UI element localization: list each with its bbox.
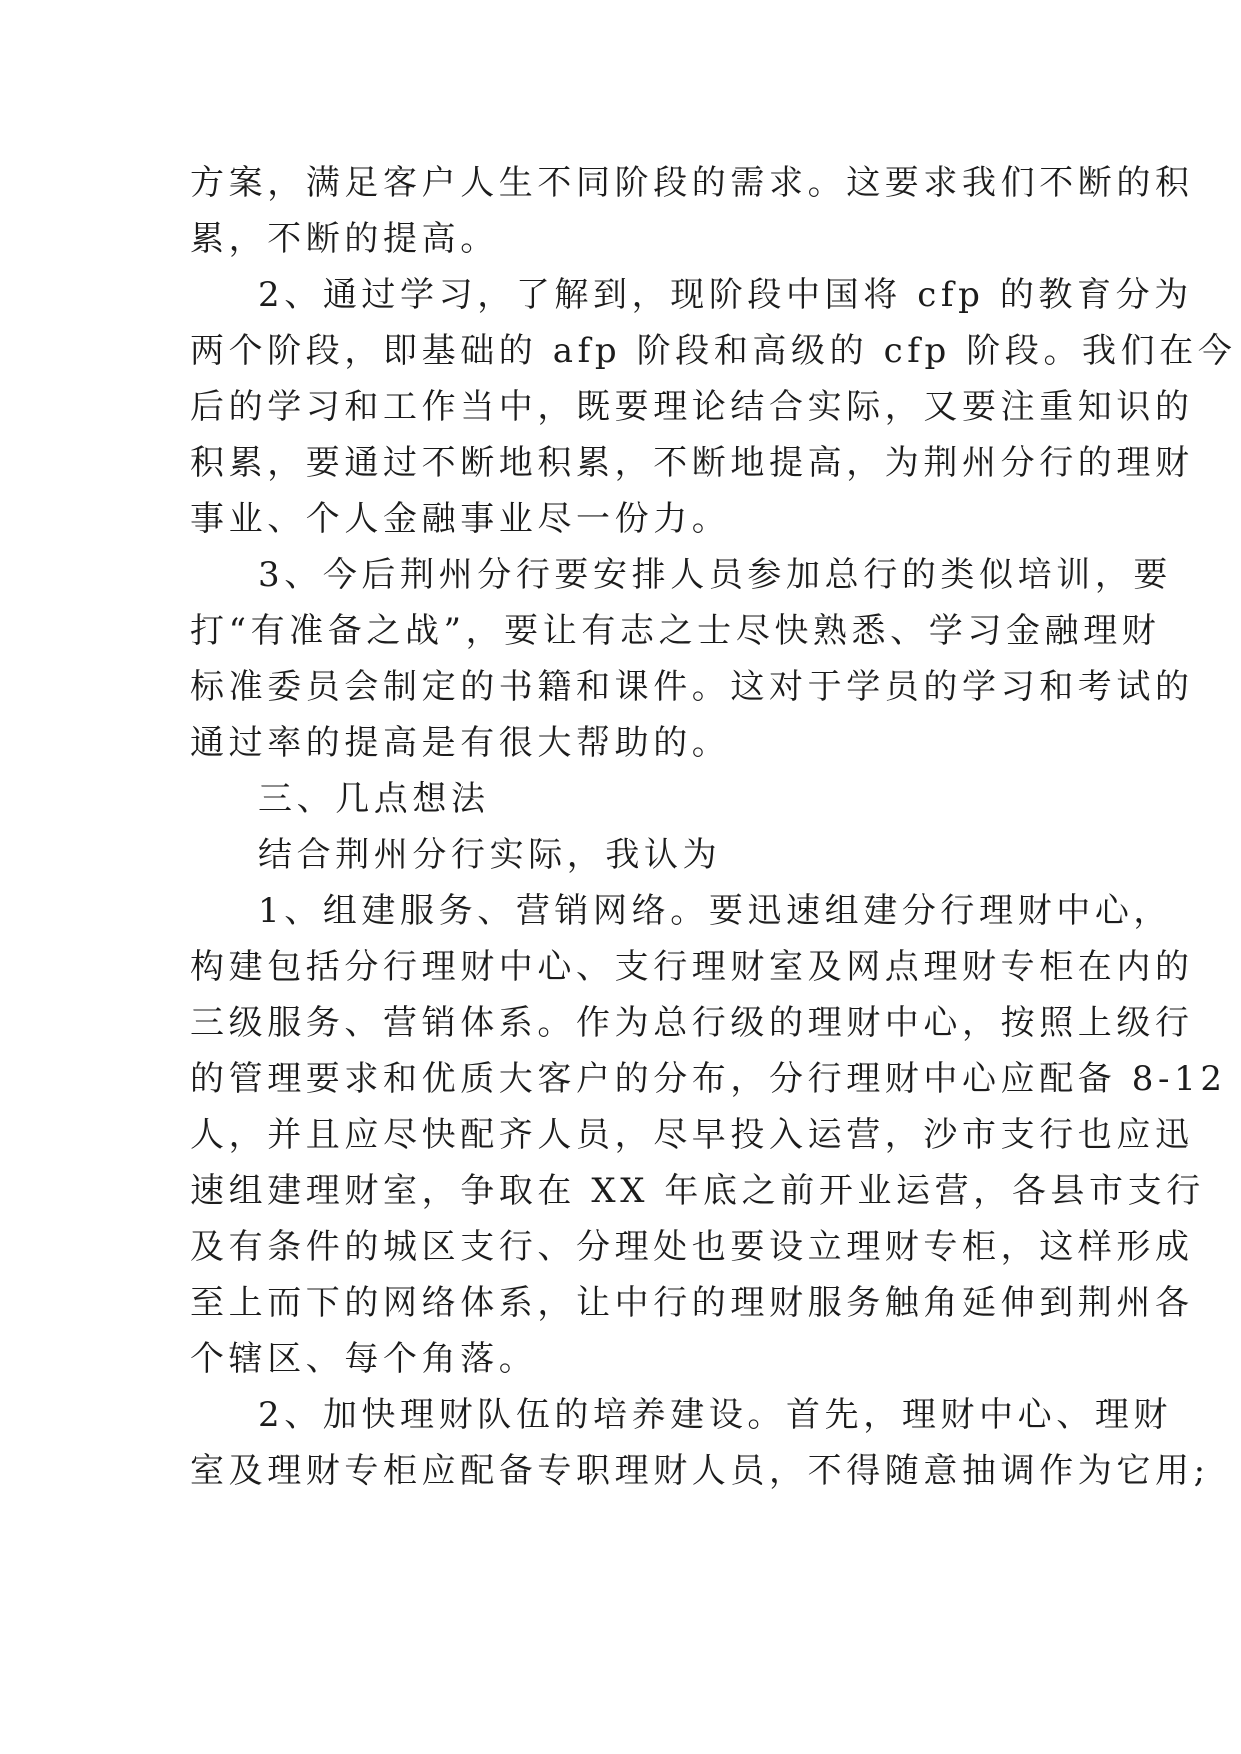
text-line: 标准委员会制定的书籍和课件。这对于学员的学习和考试的 xyxy=(190,667,1194,707)
text-line: 事业、个人金融事业尽一份力。 xyxy=(190,499,731,539)
paragraph-start-line: 2、通过学习，了解到，现阶段中国将 cfp 的教育分为 xyxy=(258,275,1193,315)
text-line: 累，不断的提高。 xyxy=(190,219,499,259)
section-heading: 三、几点想法 xyxy=(258,779,490,819)
paragraph-start-line: 2、加快理财队伍的培养建设。首先，理财中心、理财 xyxy=(258,1395,1173,1435)
text-line: 人，并且应尽快配齐人员，尽早投入运营，沙市支行也应迅 xyxy=(190,1115,1194,1155)
text-line: 积累，要通过不断地积累，不断地提高，为荆州分行的理财 xyxy=(190,443,1194,483)
text-line: 及有条件的城区支行、分理处也要设立理财专柜，这样形成 xyxy=(190,1227,1194,1267)
text-line: 三级服务、营销体系。作为总行级的理财中心，按照上级行 xyxy=(190,1003,1194,1043)
text-line: 打“有准备之战”，要让有志之士尽快熟悉、学习金融理财 xyxy=(190,611,1161,651)
text-line: 两个阶段，即基础的 afp 阶段和高级的 cfp 阶段。我们在今 xyxy=(190,331,1237,371)
text-line: 的管理要求和优质大客户的分布，分行理财中心应配备 8-12 xyxy=(190,1059,1227,1099)
paragraph-start-line: 3、今后荆州分行要安排人员参加总行的类似培训，要 xyxy=(258,555,1173,595)
text-line: 室及理财专柜应配备专职理财人员，不得随意抽调作为它用; xyxy=(190,1451,1210,1491)
text-line: 至上而下的网络体系，让中行的理财服务触角延伸到荆州各 xyxy=(190,1283,1194,1323)
text-line: 通过率的提高是有很大帮助的。 xyxy=(190,723,731,763)
text-line: 构建包括分行理财中心、支行理财室及网点理财专柜在内的 xyxy=(190,947,1194,987)
text-line: 方案，满足客户人生不同阶段的需求。这要求我们不断的积 xyxy=(190,163,1194,203)
text-line: 个辖区、每个角落。 xyxy=(190,1339,538,1379)
paragraph-start-line: 结合荆州分行实际，我认为 xyxy=(258,835,722,875)
text-line: 速组建理财室，争取在 XX 年底之前开业运营，各县市支行 xyxy=(190,1171,1205,1211)
paragraph-start-line: 1、组建服务、营销网络。要迅速组建分行理财中心， xyxy=(258,891,1173,931)
document-body xyxy=(190,155,1237,1499)
text-line: 后的学习和工作当中，既要理论结合实际，又要注重知识的 xyxy=(190,387,1194,427)
